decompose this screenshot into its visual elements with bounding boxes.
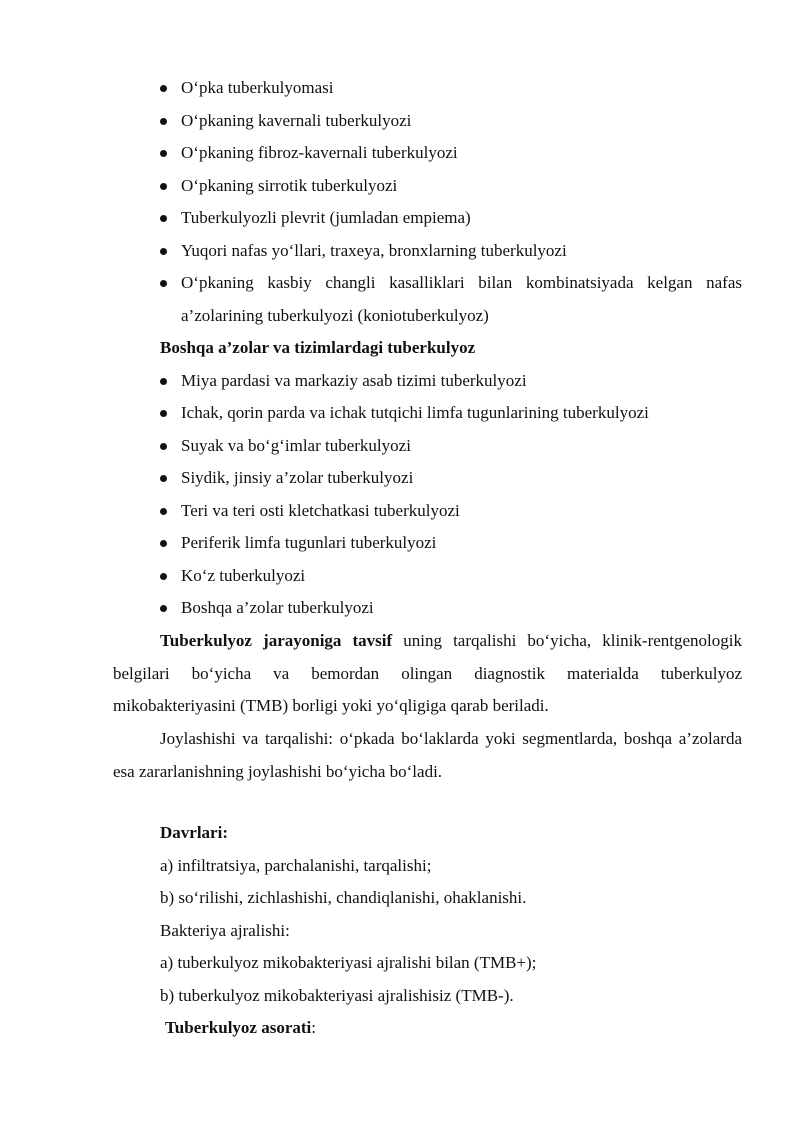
list-item-text: O‘pka tuberkulyomasi xyxy=(181,78,334,97)
bullet-icon xyxy=(160,280,167,287)
paragraph-text: Joylashishi va tarqalishi: o‘pkada bo‘laklarda yoki segmentlarda, boshqa a’zolarda esa zararlanishning joylashishi bo‘yicha bo‘ladi. xyxy=(113,729,742,781)
list-item-continuation: a’zolarining tuberkulyozi (koniotuberkulyoz) xyxy=(181,306,489,325)
list-item-text: Boshqa a’zolar tuberkulyozi xyxy=(181,598,374,617)
bullet-icon xyxy=(160,150,167,157)
bullet-icon xyxy=(160,573,167,580)
bullet-icon xyxy=(160,118,167,125)
bullet-icon xyxy=(160,85,167,92)
list-item-text: Suyak va bo‘g‘imlar tuberkulyozi xyxy=(181,436,411,455)
paragraph xyxy=(113,625,742,723)
list-item-text: Ichak, qorin parda va ichak tutqichi limfa tugunlarining tuberkulyozi xyxy=(181,403,649,422)
list-item-text: O‘pkaning kavernali tuberkulyozi xyxy=(181,111,412,130)
list-item-text: O‘pkaning fibroz-kavernali tuberkulyozi xyxy=(181,143,458,162)
asorati-colon: : xyxy=(311,1018,316,1037)
asorati-heading xyxy=(165,1017,316,1039)
bullet-icon xyxy=(160,410,167,417)
bullet-icon xyxy=(160,475,167,482)
bullet-icon xyxy=(160,215,167,222)
davrlari-heading: Davrlari: xyxy=(160,823,228,842)
davrlari-item: a) infiltratsiya, parchalanishi, tarqalishi; xyxy=(160,856,432,875)
list-item-text: O‘pkaning kasbiy changli kasalliklari bilan kombinatsiyada kelgan nafas xyxy=(181,273,742,292)
paragraph-text: uning tarqalishi bo‘yicha, klinik-rentgenologik belgilari bo‘yicha va bemordan olingan diagnostik materialda tuberkulyoz mikobakteriyasini (TMB) borligi yoki yo‘qligiga qarab beriladi. xyxy=(113,631,742,715)
bullet-icon xyxy=(160,378,167,385)
list-item-text: Tuberkulyozli plevrit (jumladan empiema) xyxy=(181,208,471,227)
asorati-heading-bold: Tuberkulyoz asorati xyxy=(165,1018,312,1037)
section-heading: Boshqa a’zolar va tizimlardagi tuberkulyoz xyxy=(160,338,476,357)
bullet-icon xyxy=(160,183,167,190)
bullet-icon xyxy=(160,443,167,450)
bakteriya-item: a) tuberkulyoz mikobakteriyasi ajralishi bilan (TMB+); xyxy=(160,953,537,972)
bullet-icon xyxy=(160,605,167,612)
list-item-text: Yuqori nafas yo‘llari, traxeya, bronxlarning tuberkulyozi xyxy=(181,241,567,260)
list-item-text: O‘pkaning sirrotik tuberkulyozi xyxy=(181,176,398,195)
paragraph xyxy=(113,723,742,788)
bakteriya-heading: Bakteriya ajralishi: xyxy=(160,921,290,940)
davrlari-item: b) so‘rilishi, zichlashishi, chandiqlanishi, ohaklanishi. xyxy=(160,888,527,907)
list-item-text: Periferik limfa tugunlari tuberkulyozi xyxy=(181,533,437,552)
list-item-text: Teri va teri osti kletchatkasi tuberkulyozi xyxy=(181,501,460,520)
list-item-text: Miya pardasi va markaziy asab tizimi tuberkulyozi xyxy=(181,371,527,390)
paragraph-bold-term: Tuberkulyoz jarayoniga tavsif xyxy=(160,631,393,650)
bullet-icon xyxy=(160,248,167,255)
list-item-text: Ko‘z tuberkulyozi xyxy=(181,566,306,585)
bullet-icon xyxy=(160,540,167,547)
bakteriya-item: b) tuberkulyoz mikobakteriyasi ajralishisiz (TMB-). xyxy=(160,986,514,1005)
list-item-text: Siydik, jinsiy a’zolar tuberkulyozi xyxy=(181,468,414,487)
bullet-icon xyxy=(160,508,167,515)
